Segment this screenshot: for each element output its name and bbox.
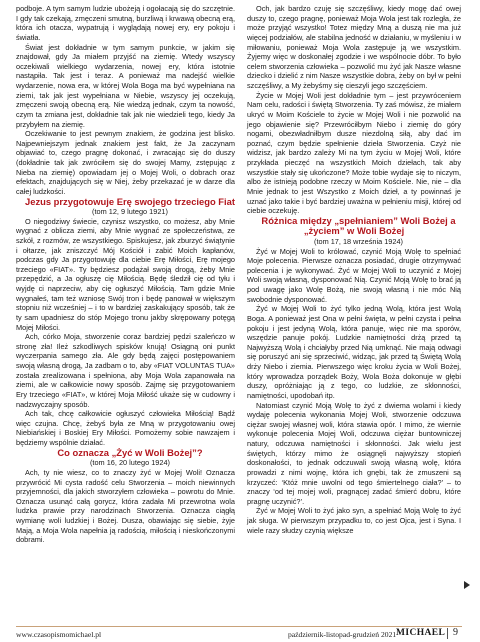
continue-arrow-icon	[464, 581, 470, 589]
section-reference: (tom 12, 9 lutego 1921)	[92, 207, 168, 217]
section-heading: Co oznacza „Żyć w Woli Bożej”?	[57, 446, 203, 458]
right-column	[247, 4, 461, 535]
paragraph: Ach, ty nie wiesz, co to znaczy żyć w Mojej Woli! Oznacza przywrócić Mi cysta radość celu Stworzenia – moich niewinnych przyjemności, dla jakich stworzyłem człowieka – powrotu do Mnie. Oznacza usunąć całą gorycz, która zadała Mi przewrotna wola ludzka prawie przy narodzinach Stworzenia. Oznacza ciągłą wymianę woli ludzkiej i Bożej. Dusza, obawiając się siebie, żyje Mają, a Moja Wola napełnia ją radością, miłością i nieskończonymi dobrami.	[16, 467, 235, 545]
paragraph: Żyć w Mojej Woli to królować, czynić Moją Wolę to spełniać Moje polecenia. Pierwsze oznacza posiadać, drugie otrzymywać polecenia i je wykonywać. Żyć w Mojej Woli to uczynić z Mojej Woli swoją własną, dysponować Nią. Czynić Moją Wolę to brać ją pod uwagę jako Wolę Bożą, nie swoją własną i nie móc Nią swobodnie dysponować.	[247, 246, 461, 304]
section-reference: (tom 16, 20 lutego 1924)	[89, 458, 171, 468]
left-column	[16, 4, 235, 545]
paragraph: Żyć w Mojej Woli to żyć tylko jedną Wolą, która jest Wolą Boga. A ponieważ jest Ona w pełni święta, w pełni czysta i pełna pokoju i jest jedyną Wolą, która panuje, więc nie ma sporów, wszędzie panuje pokój. Ludzkie namiętności drżą przed tą Najwyższą Wolą i chciałyby przed Nią umknąć. Nie mają odwagi się poruszyć ani się sprzeciwić, widząc, jak przed tą Świętą Wolą drży Niebo i ziemia. Pierwszego więc kroku życia w Woli Bożej, który wprowadza porządek Boży, Wola Boża dokonuje w głębi duszy, opróżniając ją z tego, co ludzkie, ze skłonności, namiętności, upodobań itp.	[247, 304, 461, 400]
paragraph: podboje. A tym samym ludzie ubożeją i ogołacają się do szczętnie. I gdy tak czekają, zmęczeni smutną, burzliwą i krwawą obecną erą, która ich otacza, wypatrują i wyglądają nowej ery, ery pokoju i światła.	[16, 4, 235, 42]
paragraph: Oczekiwanie to jest pewnym znakiem, że godzina jest blisko. Najpewniejszym jednak znakiem jest fakt, że Ja zaczynam objawiać to, czego pragnę dokonać, i zwracając się do duszy (dokładnie tak jak zwróciłem się do swojej Mamy, zstępując z Nieba na ziemię) opowiadam jej o Mojej Woli, o dobrach oraz efektach, znajdujących się w Niej, żeby przekazać je w darze dla całej ludzkości.	[16, 129, 235, 196]
section-reference: (tom 17, 18 września 1924)	[314, 236, 403, 246]
paragraph: Och, jak bardzo czuję się szczęśliwy, kiedy mogę dać owej duszy to, czego pragnę, ponieważ Moja Wola jest tak rozległa, że może przyjąć wszystko! Totez między Mną a duszą nie ma już więcej podziałów, ale stabilna jedność w działaniu, w myśleniu i w miłowaniu, ponieważ Moja Wola zastępuje ją we wszystkim. Żyjemy więc w doskonałej zgodzie i we wspólnocie dóbr. To było celem stworzenia człowieka – pozwolić mu żyć jak Nasze własne dziecko i dzielić z nim Nasze wszystkie dobra, żeby on był w pełni szczęśliwy, a My żebyśmy się cieszyli jego szczęściem.	[247, 4, 461, 90]
section-heading: Różnica między „spełnianiem” Woli Bożej a „życiem” w Woli Bożej	[261, 214, 456, 237]
footer-separator	[447, 628, 448, 639]
footer-magazine-name: MICHAEL	[396, 628, 446, 638]
paragraph: Natomiast czynić Moją Wolę to żyć z dwiema wolami i kiedy wydaję polecenia wykonania Mojej Woli, stworzenie odczuwa ciężar swojej własnej woli, która stawia opór. I mimo, że wiernie wykonuje polecenia Mojej Woli, odczuwa ciężar buntowniczej natury, odczuwa namiętności i skłonności. Jak wielu jest świętych, którzy mimo że osiągnęli najwyższy stopień doskonałości, to jednak odczuwali swoją własną wolę, która prowadzi z nimi wojnę, która ich gnębi, tak że zmuszeni są krzyczeć: ‘Któż mnie uwolni od tego śmiertelnego ciała?’ – to znaczy ‘od tej mojej woli, pragnącej zadać śmierć dobru, które pragnę uczynić?’.	[247, 400, 461, 506]
footer-divider	[16, 626, 462, 627]
footer-issue-date: październik-listopad-grudzień 2021	[288, 630, 397, 639]
paragraph: Świat jest dokładnie w tym samym punkcie, w jakim się znajdował, gdy Ja miałem przyjść na ziemię. Wtedy wszyscy oczekiwali wielkiego wydarzenia, nowej ery, która istotnie nastąpiła. Tak jest i teraz. A ponieważ ma nadejść wielkie wydarzenie, nowa era, w której Wola Boga ma być wypełniana na ziemi, tak jak jest wypełniana w Niebie, wszyscy jej oczekują, zmęczeni swoją obecną erą. Nie wiedzą jednak, czym ta nowość, czym ta zmiana jest, dokładnie tak jak nie wiedzieli tego, kiedy Ja przybyłem na ziemię.	[16, 42, 235, 129]
footer-website-link[interactable]: www.czasopismomichael.pl	[16, 630, 102, 639]
paragraph: Ach, córko Moja, stworzenie coraz bardziej pędzi szaleńczo w stronę zła! Ileż szkodliwych spisków knują! Osiągną oni punkt wyczerpania samego zła. Ale gdy będą zajęci postępowaniem swoją własną drogą, Ja zadbam o to, aby «FIAT VOLUNTAS TUA» została zrealizowana i spełniona, aby Moja Wola zapanowała na ziemi, ale w całkowicie nowy sposób. Zajmę się przygotowaniem Ery trzeciego «FIAT», w której Moja Miłość ukaże się w cudowny i nadzwyczajny sposób.	[16, 332, 235, 409]
paragraph: Ach tak, chcę całkowicie ogłuszyć człowieka Miłością! Bądź więc czujna. Chcę, żebyś była ze Mną w przygotowaniu owej Niebiańskiej i Boskiej Ery Miłości. Pomożemy sobie nawzajem i będziemy wspólnie działać.	[16, 409, 235, 448]
paragraph: Życie w Mojej Woli jest dokładnie tym – jest przywróceniem Nam celu, radości i świętą Stworzenia. Ty zaś mówisz, że miałem ukryć w Moim Kościele to życie w Mojej Woli i nie pozwolić na jego objawienie się? Przewróciłbym Niebo i ziemię do góry nogami, obezwładniłbym dusze niezdolną siłą, aby dać im poznać, czym będzie spełnienie dzieła Stworzenia. Czyż nie widzisz, jak bardzo zależy Mi na tym życiu w Mojej Woli, które przykłada pieczęć na wszystkich Moich dziełach, tak aby wszystkie stały się ukończone? Może tobie wydaje się to niczym, albo że istnieją podobne rzeczy w Moim Kościele. Nie, nie – dla Mnie jednak to jest Wszystko z Moich dzieł, a ty powinnaś je uznać jako takie i być bardziej uważna w pełnieniu misji, której od ciebie oczekuję.	[247, 90, 461, 216]
paragraph: O niegodziwy świecie, czynisz wszystko, co możesz, aby Mnie wygnać z oblicza ziemi, aby Mnie wygnać ze społeczeństwa, ze szkół, z rozmów, ze wszystkiego. Spiskujesz, jak zburzyć świątynie i ołtarze, jak zniszczyć Mój Kościół i zabić Moich kapłanów, podczas gdy Ja przygotowuję dla ciebie Erę Miłości, Erę mojego trzeciego «FIAT». Ty będziesz podążał swoją drogą, żeby Mnie przepędzić, a Ja ogłuszę cię Miłością. Będę śledził cię od tyłu i wyjdę ci naprzeciw, aby cię ogłuszyć Miłością. Tam gdzie Mnie wygnałeś, tam też wzniosę Swój tron i będę panował w większym stopniu niż wcześniej – i to w bardziej zaskakujący sposób, tak że ty sam upadniesz do stóp Mojego tronu jakby skrępowany potęgą Mojej Miłości.	[16, 216, 235, 332]
section-heading: Jezus przygotowuje Erę swojego trzeciego Fiat	[25, 195, 235, 207]
page-footer	[0, 626, 480, 642]
page-number: 9	[453, 627, 458, 638]
paragraph: Żyć w Mojej Woli to żyć jako syn, a spełniać Moją Wolę to żyć jak sługa. W pierwszym przypadku to, co jest Ojca, jest i Syna. I wiele razy słudzy czynią większe	[247, 506, 461, 535]
